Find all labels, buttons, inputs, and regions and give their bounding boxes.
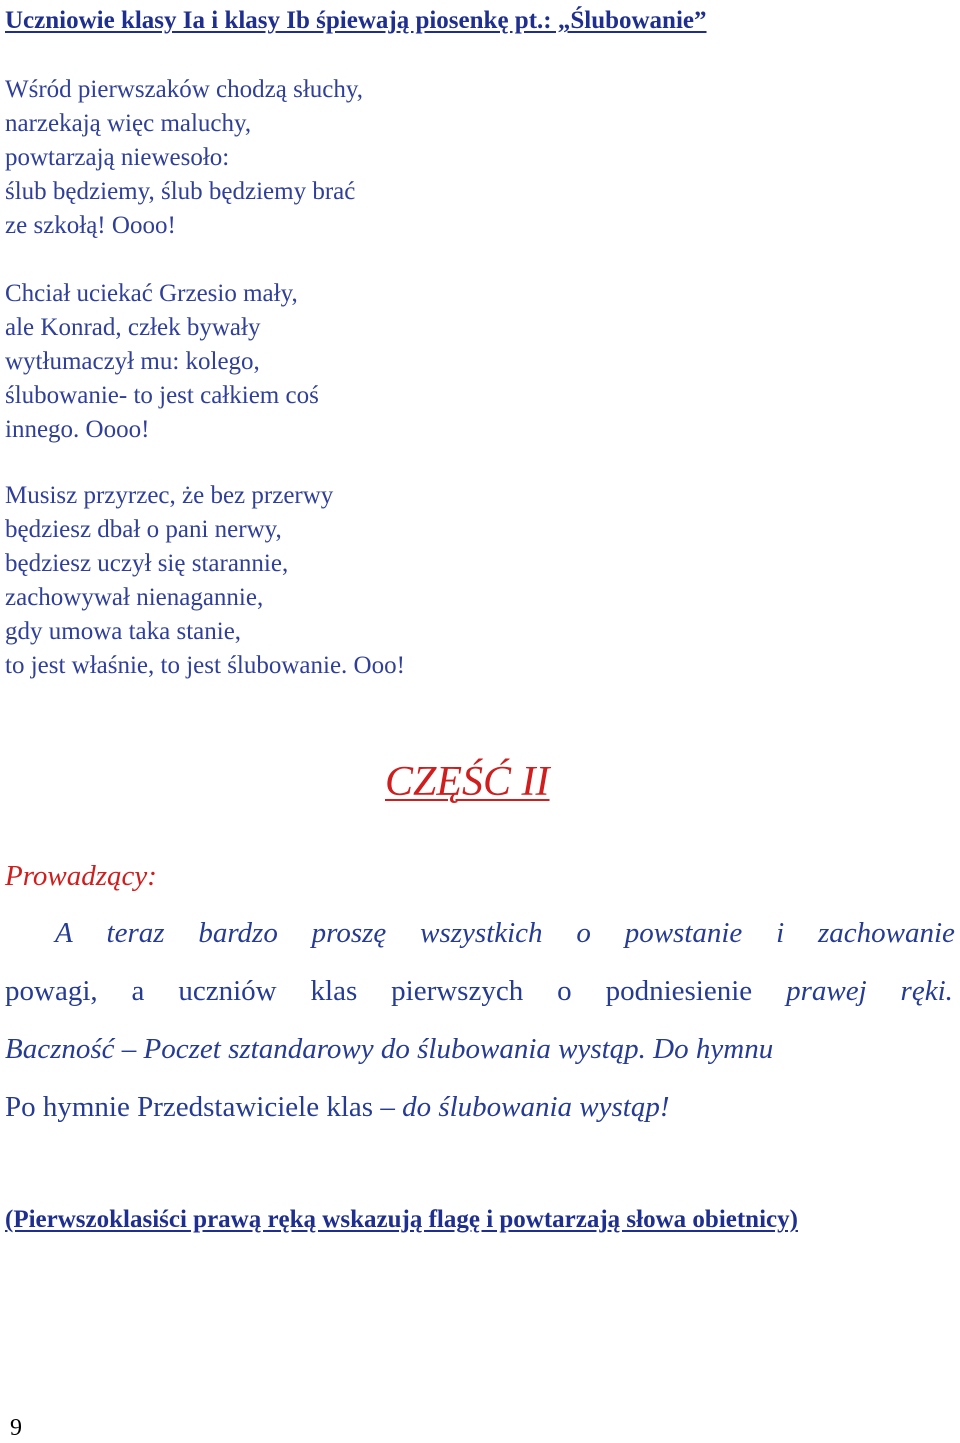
stanza-line: ze szkołą! Oooo! [5, 212, 176, 239]
stanza-line: ślub będziemy, ślub będziemy brać [5, 178, 356, 205]
speech-line-4 [5, 1087, 670, 1127]
stanza-line: będziesz dbał o pani nerwy, [5, 516, 282, 543]
song-heading: Uczniowie klasy Ia i klasy Ib śpiewają piosenkę pt.: „Ślubowanie” [5, 7, 707, 34]
stanza-line: innego. Oooo! [5, 416, 150, 443]
stanza-line: Musisz przyrzec, że bez przerwy [5, 482, 334, 509]
speech-line-4-normal: Po hymnie Przedstawiciele klas [5, 1091, 374, 1123]
stanza-line: to jest właśnie, to jest ślubowanie. Ooo! [5, 652, 405, 679]
stanza-1 [5, 73, 363, 243]
speech-word: prawej [786, 975, 867, 1007]
presenter-label: Prowadzący: [5, 860, 157, 892]
speech-word: o [576, 917, 591, 949]
speech-word: A [55, 917, 73, 949]
speech-word: ręki. [900, 975, 953, 1007]
page-number: 9 [10, 1415, 22, 1441]
speech-word: powstanie [624, 917, 743, 949]
speech-line-2 [5, 971, 953, 1011]
stanza-line: wytłumaczył mu: kolego, [5, 348, 260, 375]
speech-word: teraz [106, 917, 165, 949]
stanza-line: ale Konrad, człek bywały [5, 314, 261, 341]
speech-word: pierwszych [391, 975, 524, 1007]
stanza-line: Wśród pierwszaków chodzą słuchy, [5, 76, 363, 103]
stanza-line: Chciał uciekać Grzesio mały, [5, 280, 298, 307]
stage-instruction: (Pierwszoklasiści prawą ręką wskazują flagę i powtarzają słowa obietnicy) [5, 1206, 798, 1233]
stanza-3 [5, 479, 405, 683]
speech-word: zachowanie [818, 917, 955, 949]
stanza-line: powtarzają niewesoło: [5, 144, 230, 171]
speech-word: proszę [311, 917, 387, 949]
speech-line-3: Baczność – Poczet sztandarowy do ślubowania wystąp. Do hymnu [5, 1033, 774, 1065]
speech-word: powagi, [5, 975, 98, 1007]
speech-word: klas [310, 975, 358, 1007]
speech-word: podniesienie [605, 975, 753, 1007]
speech-word: wszystkich [420, 917, 543, 949]
stanza-line: gdy umowa taka stanie, [5, 618, 242, 645]
stanza-2 [5, 277, 319, 447]
part-title: CZĘŚĆ II [385, 759, 550, 805]
stanza-line: ślubowanie- to jest całkiem coś [5, 382, 319, 409]
stanza-line: zachowywał nienagannie, [5, 584, 264, 611]
speech-word: a [131, 975, 145, 1007]
speech-word: i [776, 917, 785, 949]
stanza-line: będziesz uczył się starannie, [5, 550, 289, 577]
speech-line-1 [55, 913, 955, 953]
speech-word: o [557, 975, 572, 1007]
speech-line-4-italic: – do ślubowania wystąp! [373, 1091, 670, 1123]
speech-word: bardzo [198, 917, 278, 949]
stanza-line: narzekają więc maluchy, [5, 110, 252, 137]
speech-word: uczniów [178, 975, 277, 1007]
